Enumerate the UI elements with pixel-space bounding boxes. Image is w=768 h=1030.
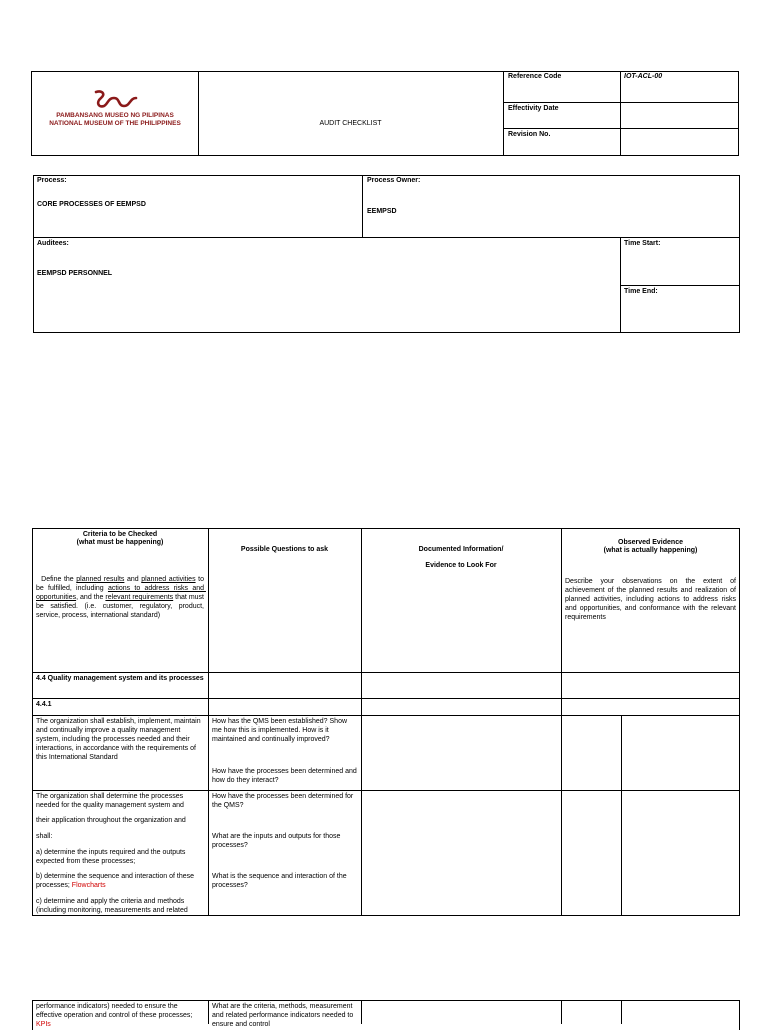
col-divider-3 [561,528,562,916]
col1-description [36,566,204,620]
row2-criteria-1: The organization shall determine the processes needed for the quality management system and [36,793,186,809]
col1-title-1: Criteria to be Checked [82,531,158,538]
auditees-label: Auditees: [37,240,69,247]
row2-question-3: What is the sequence and interaction of the processes? [212,873,349,889]
section-4-4-1: 4.4.1 [36,701,52,708]
cont-divider-2 [361,1000,362,1024]
row2-criteria-2: their application throughout the organization and [36,817,186,824]
desc-a: Define the [41,576,77,583]
time-start-label: Time Start: [624,240,661,247]
cont-criteria [36,1002,204,1029]
cont-divider-4 [621,1000,622,1024]
col-divider-1 [208,528,209,916]
flowcharts-note: Flowcharts [71,882,106,889]
process-owner-value: EEMPSD [367,208,397,215]
desc-planned-results: planned results [76,576,125,583]
row2-question-2: What are the inputs and outputs for those processes? [212,833,343,849]
cont-divider-1 [208,1000,209,1024]
desc-d: , and the [76,594,106,601]
header-divider-2 [503,71,504,156]
reference-code-value: IOT-ACL-00 [624,73,663,80]
logo-text-line1: PAMBANSANG MUSEO NG PILIPINAS [56,112,174,119]
process-value: CORE PROCESSES OF EEMPSD [37,201,146,208]
desc-b: and [124,576,142,583]
row1-criteria: The organization shall establish, implement, maintain and continually improve a quality management system, including the processes needed and their interactions, in accordance with the requirements of this International Standard [36,718,203,761]
row2-criteria-5 [36,872,204,890]
row1-question-2: How have the processes been determined and how do they interact? [212,768,359,784]
section-4-4: 4.4 Quality management system and its processes [36,675,204,682]
time-hline [620,285,740,286]
col-divider-4 [621,715,622,916]
row2-question-1: How have the processes been determined for the QMS? [212,793,356,809]
museum-logo [44,88,186,134]
col4-title-2: (what is actually happening) [603,547,698,554]
logo-text-line2: NATIONAL MUSEUM OF THE PHILIPPINES [49,120,181,127]
header-hline-1 [503,102,739,103]
desc-c: to be fulfilled, including [36,576,206,592]
museum-logo-icon [44,88,186,112]
header-divider-3 [620,71,621,156]
row-line-3 [32,715,740,716]
col3-title-2: Evidence to Look For [425,562,497,569]
cont-criteria-text: performance indicators) needed to ensure the effective operation and control of these processes; [36,1003,193,1019]
revision-no-label: Revision No. [508,131,551,138]
col2-title: Possible Questions to ask [240,546,329,553]
row-line-1 [32,672,740,673]
col-divider-2 [361,528,362,916]
time-end-label: Time End: [624,288,658,295]
header-hline-2 [503,128,739,129]
reference-code-label: Reference Code [508,73,562,80]
process-box [33,175,740,333]
row1-question-1: How has the QMS been established? Show me how this is implemented. How is it maintained and continually improved? [212,718,349,743]
row2-criteria-3: shall: [36,833,53,840]
row-line-4 [32,790,740,791]
header-divider-1 [198,71,199,156]
cont-question: What are the criteria, methods, measurement and related performance indicators needed to ensure and control [212,1003,356,1028]
process-hline [33,237,740,238]
col1-title-2: (what must be happening) [76,539,164,546]
row-line-2 [32,698,740,699]
desc-e: that must be satisfied. (i.e. customer, regulatory, product, service, process, international standard) [36,594,206,619]
cont-divider-3 [561,1000,562,1024]
process-owner-label: Process Owner: [367,177,421,184]
desc-actions: actions to address risks and opportunities [36,585,206,601]
row2-criteria-6: c) determine and apply the criteria and methods (including monitoring, measurements and related [36,898,188,914]
process-label: Process: [37,177,67,184]
desc-planned-activities: planned activities [141,576,196,583]
process-vline [362,175,363,237]
desc-relevant: relevant requirements [105,594,174,601]
col4-description: Describe your observations on the extent of achievement of the planned results and realization of planned activities, including actions to address risks and opportunities, and conformance with the relevant requirements [565,578,738,621]
col4-title-1: Observed Evidence [618,539,683,546]
kpis-note: KPIs [36,1021,51,1028]
col3-title-1: Documented Information/ [418,546,504,553]
auditees-value: EEMPSD PERSONNEL [37,270,113,277]
row2-criteria-4: a) determine the inputs required and the outputs expected from these processes; [36,849,188,865]
effectivity-date-label: Effectivity Date [508,105,559,112]
document-title: AUDIT CHECKLIST [319,120,382,127]
row2-criteria-5-text: b) determine the sequence and interaction of these processes; [36,873,196,889]
